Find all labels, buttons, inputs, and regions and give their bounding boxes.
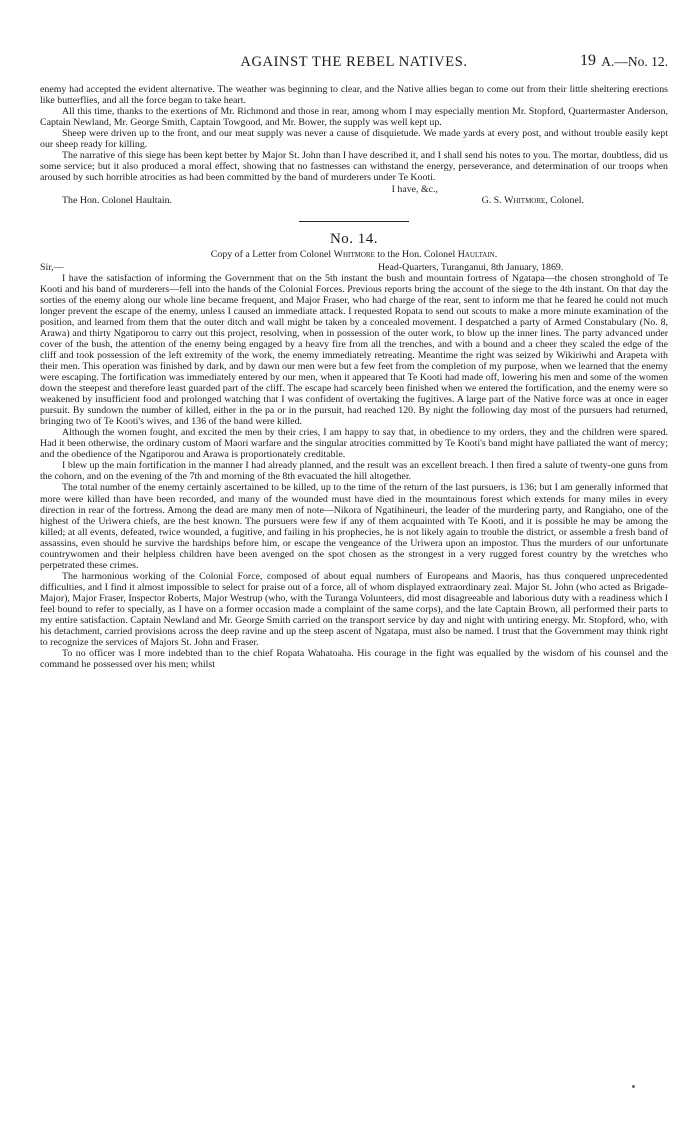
signature-initials: G. S. xyxy=(481,195,505,207)
paragraph: I have the satisfaction of informing the Government that on the 5th instant the bush and mountain fortress of Ngatapa—the chosen stronghold of Te Kooti and his band of murderers—fell into the hands of the Colonial Forces. Previous reports bring the account of the siege to the 4th instant. On that day the sorties of the enemy along our whole line became frequent, and Major Fraser, who had charge of the rear, sent to inform me that he feared he could not much longer prevent the escape of the enemy, unless I caused an immediate attack. I requested Ropata to send out scouts to make a more minute examination of the position, and learned from them that the outer ditch and wall might be taken by a concealed movement. I despatched a party of Armed Constabulary (No. 8, Arawa) and thirty Ngatiporou to carry out this project, resolving, when in possession of the outer work, to blow up the inner lines. The party advanced under cover of the bush, the attention of the enemy being engaged by a heavy fire from all the trenches, and with a bound and a cheer they scaled the edge of the cliff and took possession of the left extremity of the work, the enemy immediately retreating. Meantime the right was seized by Wikiriwhi and Arapeta with their men. This operation was finished by dark, and by dawn our men were but a few feet from the completion of my purpose, when we learned that the enemy were escaping. The fortification was immediately entered by our men, when it appeared that Te Kooti had made off, lowering his men and some of the women down the steepest and therefore least guarded part of the cliff. The escape had scarcely been finished when we entered the fortification, and the enemy were so weakened by insufficient food and prolonged watching that I was confident of overtaking the fugitives. A large part of the Native force was at once in eager pursuit. By sundown the number of killed, either in the pa or in the pursuit, had reached 120. By night the following day most of the pursuers had returned, bringing two of Te Kooti's wives, and 136 of the band were killed. xyxy=(40,272,668,428)
page-header xyxy=(40,54,668,74)
signature-rank: , Colonel. xyxy=(545,195,584,207)
letter-number: No. 14. xyxy=(329,231,379,248)
paragraph: enemy had accepted the evident alternative. The weather was beginning to clear, and the Native allies began to come out from their little sheltering erections like butterflies, and all the force began to take heart. xyxy=(40,84,668,107)
paragraph: I blew up the main fortification in the manner I had already planned, and the result was an excellent breach. I then fired a salute of twenty-one guns from the cohorn, and on the evening of the 7th and morning of the 8th evacuated the hill altogether. xyxy=(40,460,668,483)
heading-text: . xyxy=(494,248,498,260)
page-number: 19 xyxy=(580,52,596,69)
paragraph: To no officer was I more indebted than to the chief Ropata Wahatoaha. His courage in the fight was equalled by the wisdom of his counsel and the command he possessed over his men; whilst xyxy=(40,648,668,671)
heading-text: Copy of a Letter from Colonel xyxy=(210,248,334,260)
paragraph: The total number of the enemy certainly ascertained to be killed, up to the time of the return of the last pursuers, is 136; but I am generally informed that more were killed than have been recorded, and many of the wounded must have died in the mountainous forest which extends for many miles in every direction in rear of the fortress. Among the dead are many men of note—Nikora of Ngatihineuri, the leader of the murdering party, and Rangiaho, one of the highest of the Uriwera chiefs, are the best known. The pursuers were few if any of them acquainted with Te Kooti, and it is possible he may be among the killed; at all events, defeated, twice wounded, a fugitive, and failing in his prophecies, he is not likely again to trouble the district, or assemble a fresh band of assassins, even should he survive the hardships before him, or escape the vengeance of the Uriwera upon an impostor. Thus the murders of our unfortunate countrywomen and their helpless children have been avenged on the spot chosen as the strongest in a very rugged forest country by the wretches who perpetrated these crimes. xyxy=(40,482,668,571)
closing-line: I have, &c., xyxy=(391,184,438,196)
signature-name: Whitmore xyxy=(504,195,546,207)
paragraph: Sheep were driven up to the front, and our meat supply was never a cause of disquietude. We made yards at every post, and without trouble easily kept our sheep ready for killing. xyxy=(40,128,668,151)
paragraph: The narrative of this siege has been kept better by Major St. John than I have described it, and I shall send his notes to you. The mortar, doubtless, did us some service; but it also produced a moral effect, showing that no fastnesses can withstand the energy, perseverance, and determination of our troops when aroused by such horrible atrocities as had been committed by the band of murderers under Te Kooti. xyxy=(40,150,668,184)
dateline: Head-Quarters, Turanganui, 8th January, 1869. xyxy=(378,261,564,273)
letter-heading xyxy=(40,249,668,260)
heading-text: to the Hon. Colonel xyxy=(374,248,458,260)
speck-mark-icon xyxy=(632,1085,635,1088)
paragraph: The harmonious working of the Colonial Force, composed of about equal numbers of Europeans and Maoris, has thus conquered unprecedented difficulties, and I find it almost impossible to select for praise out of a force, all of whom displayed extraordinary zeal. Major St. John (who acted as Brigade-Major), Major Fraser, Inspector Roberts, Major Westrup (who, with the Turanga Volunteers, did most disagreeable and laborious duty with a readiness which I feel bound to refer to specially, as I have on a former occasion made a complaint of the same corps), and the late Captain Brown, all performed their parts to my entire satisfaction. Captain Newland and Mr. George Smith carried on the transport service by day and night with untiring energy. Mr. Stopford, who, with his detachment, carried provisions across the deep ravine and up the steep ascent of Ngatapa, must also be named. I trust that the Government may think right to recognize the services of Majors St. John and Fraser. xyxy=(40,570,668,649)
salutation-row xyxy=(40,262,668,273)
running-title: AGAINST THE REBEL NATIVES. xyxy=(240,54,468,70)
document-reference: A.—No. 12. xyxy=(601,54,668,69)
addressee: The Hon. Colonel Haultain. xyxy=(62,195,172,207)
paragraph: Although the women fought, and excited the men by their cries, I am happy to say that, in obedience to my orders, they and the children were spared. Had it been otherwise, the ordinary custom of Maori warfare and the singular atrocities committed by Te Kooti's band might have palliated the want of mercy; and the obedience of the Ngatiporou and Arawa is proportionately creditable. xyxy=(40,427,668,461)
salutation: Sir,— xyxy=(40,261,64,273)
signature-row xyxy=(40,195,668,207)
heading-from: Whitmore xyxy=(333,248,375,260)
page-body xyxy=(40,84,668,670)
paragraph: All this time, thanks to the exertions of Mr. Richmond and those in rear, among whom I may especially mention Mr. Stopford, Quartermaster Anderson, Captain Newland, Mr. George Smith, Captain Towgood, and Mr. Bower, the supply was well kept up. xyxy=(40,106,668,129)
section-divider xyxy=(299,221,409,222)
signature xyxy=(482,195,584,206)
heading-to: Haultain xyxy=(457,248,495,260)
